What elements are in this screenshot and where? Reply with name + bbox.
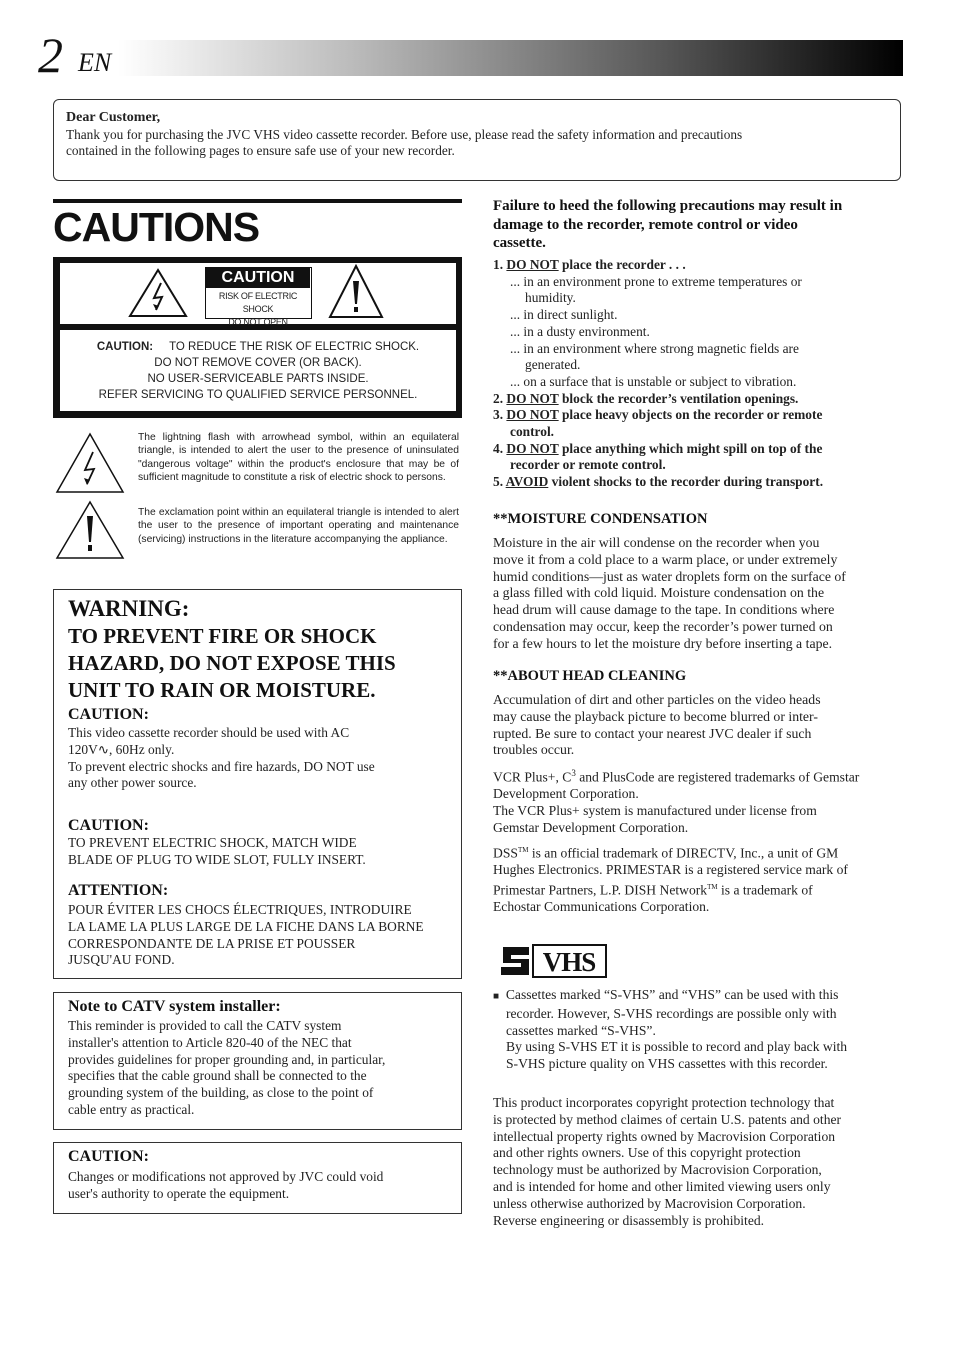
macrovision-line-1: This product incorporates copyright protection technology that: [493, 1095, 835, 1110]
head-cleaning-text: [493, 692, 905, 759]
warning-line-2: HAZARD, DO NOT EXPOSE THIS: [68, 651, 396, 675]
moisture-line-4: a glass filled with cold liquid. Moisture condensation on the: [493, 585, 825, 601]
vcr-plus-trademark: [493, 765, 905, 837]
dear-heading: Dear Customer,: [66, 110, 161, 125]
catv-text: [68, 1018, 453, 1119]
caution-label-heading: CAUTION: [206, 268, 310, 288]
moisture-line-6: condensation may occur, keep the recorder’s power turned on: [493, 618, 833, 634]
macrovision-line-4: and other rights owners. Use of this copyright protection: [493, 1145, 801, 1161]
caution-box-line-2: DO NOT REMOVE COVER (OR BACK).: [154, 357, 362, 369]
sub-item-5: ... on a surface that is unstable or subject to vibration.: [510, 373, 797, 389]
caution-label-sub: [206, 290, 310, 329]
warning-text: [68, 623, 396, 704]
macrovision-notice: [493, 1095, 905, 1229]
item-4-cont: recorder or remote control.: [510, 457, 666, 473]
attention-line-2: LA LAME LA PLUS LARGE DE LA FICHE DANS LA BORNE: [68, 918, 424, 934]
caution-ac-line-2: 120V∿, 60Hz only.: [68, 741, 175, 757]
title-rule: [53, 199, 462, 203]
dss-line-2: Hughes Electronics. PRIMESTAR is a registered service mark of: [493, 862, 848, 878]
svhs-line-4: By using S-VHS ET it is possible to record and play back with: [506, 1039, 848, 1055]
lightning-triangle-icon: [128, 268, 188, 318]
item-2-emphasis: DO NOT: [506, 390, 559, 406]
item-2-text: block the recorder’s ventilation openings.: [558, 390, 799, 406]
precaution-item-3: [493, 407, 905, 424]
item-3-cont: control.: [510, 424, 555, 440]
precaution-item-2: [493, 391, 905, 408]
dish-tm: TM: [707, 883, 718, 892]
dear-line-1: Thank you for purchasing the JVC VHS video cassette recorder. Before use, please read the safety information and precautions: [66, 126, 743, 142]
macrovision-line-8: Reverse engineering or disassembly is prohibited.: [493, 1212, 765, 1228]
moisture-line-3: humid conditions—just as water droplets form on the surface of: [493, 568, 846, 584]
vcr-plus-line-2: Development Corporation.: [493, 786, 639, 802]
item-5-text: violent shocks to the recorder during transport.: [548, 474, 824, 490]
caution-plug-line-1: TO PREVENT ELECTRIC SHOCK, MATCH WIDE: [68, 835, 357, 850]
moisture-line-2: move it from a cold place to a warm place, or under extremely: [493, 551, 838, 567]
item-3-emphasis: DO NOT: [506, 407, 559, 423]
page-number: 2: [38, 27, 63, 83]
lightning-symbol-icon: [55, 432, 125, 494]
c3-superscript: 3: [571, 768, 576, 778]
dss-tm: TM: [517, 846, 529, 854]
sub-item-1-cont: humidity.: [525, 290, 576, 306]
attention-line-3: CORRESPONDANTE DE LA PRISE ET POUSSER: [68, 935, 356, 951]
svhs-line-2: recorder. However, S-VHS recordings are possible only with: [506, 1005, 837, 1021]
dss-line-3-b: is a trademark of: [717, 882, 813, 898]
caution-label-sub-line-1: RISK OF ELECTRIC SHOCK: [218, 291, 298, 314]
lightning-explanation: The lightning flash with arrowhead symbol, within an equilateral triangle, is intended to alert the user to the presence of uninsulated "dangerous voltage" within the product's enclosure that may be of sufficient magnitude to constitute a risk of electric shock to persons.: [138, 432, 459, 483]
precaution-item-1: [493, 257, 905, 274]
dss-line-1-b: is an official trademark of DIRECTV, Inc., a unit of GM: [528, 845, 839, 861]
dss-line-1: [493, 842, 905, 862]
precautions-list: [493, 257, 905, 491]
dear-customer-box: [53, 99, 901, 181]
sub-item-1: ... in an environment prone to extreme temperatures or: [510, 273, 802, 289]
dss-line-3: [493, 879, 905, 899]
attention-line-4: JUSQU'AU FOND.: [68, 952, 175, 968]
item-4-emphasis: DO NOT: [506, 440, 559, 456]
moisture-line-7: for a few hours to let the moisture dry before inserting a tape.: [493, 635, 833, 651]
head-cleaning-line-1: Accumulation of dirt and other particles on the video heads: [493, 692, 821, 707]
caution-modification-heading: CAUTION:: [68, 1148, 149, 1165]
moisture-heading: **MOISTURE CONDENSATION: [493, 511, 708, 527]
attention-text: [68, 902, 453, 969]
catv-line-6: cable entry as practical.: [68, 1101, 195, 1117]
item-3-number: 3.: [493, 407, 504, 423]
item-3-text: place heavy objects on the recorder or remote: [558, 407, 823, 423]
dss-line-3-a: Primestar Partners, L.P. DISH Network: [493, 882, 708, 898]
caution-modification-text: [68, 1169, 453, 1203]
moisture-line-1: Moisture in the air will condense on the recorder when you: [493, 535, 820, 550]
item-4-text: place anything which might spill on top of the: [558, 440, 823, 456]
vcr-plus-line-1: [493, 765, 905, 786]
catv-line-4: specifies that the cable ground shall be connected to the: [68, 1068, 367, 1084]
moisture-text: [493, 535, 905, 653]
svhs-line-5: S-VHS picture quality on VHS cassettes with this recorder.: [506, 1056, 828, 1072]
dss-label: DSS: [493, 845, 518, 861]
precaution-item-4: [493, 441, 905, 458]
item-5-emphasis: AVOID: [505, 474, 549, 490]
caution-ac-line-1: This video cassette recorder should be used with AC: [68, 725, 350, 740]
caution-modification-line-2: user's authority to operate the equipment.: [68, 1185, 290, 1201]
catv-heading: Note to CATV system installer:: [68, 998, 281, 1015]
caution-plug-line-2: BLADE OF PLUG TO WIDE SLOT, FULLY INSERT.: [68, 851, 366, 867]
dss-trademark: [493, 842, 905, 916]
caution-box-lead: CAUTION:: [96, 341, 154, 353]
vcr-plus-line-1-a: VCR Plus+, C: [493, 769, 572, 785]
exclamation-symbol-icon: [55, 500, 125, 560]
sub-item-2: ... in direct sunlight.: [510, 307, 618, 323]
item-1-number: 1.: [493, 257, 504, 272]
bullet-square-icon: ■: [493, 991, 500, 1002]
attention-heading: ATTENTION:: [68, 882, 169, 899]
caution-box-line-1: TO REDUCE THE RISK OF ELECTRIC SHOCK.: [169, 341, 420, 353]
precaution-item-5: [493, 474, 905, 491]
dss-line-4: Echostar Communications Corporation.: [493, 899, 710, 915]
page-title: CAUTIONS: [53, 204, 260, 250]
catv-line-2: installer's attention to Article 820-40 of the NEC that: [68, 1034, 352, 1050]
caution-plug-heading: CAUTION:: [68, 817, 149, 834]
item-2-number: 2.: [493, 390, 504, 406]
caution-modification-line-1: Changes or modifications not approved by JVC could void: [68, 1169, 384, 1184]
macrovision-line-2: is protected by method claimes of certain U.S. patents and other: [493, 1111, 842, 1127]
sub-item-4-cont: generated.: [525, 357, 581, 373]
catv-line-5: grounding system of the building, as close to the point of: [68, 1085, 374, 1101]
item-1-text: place the recorder . . .: [558, 257, 686, 272]
macrovision-line-3: intellectual property rights owned by Macrovision Corporation: [493, 1128, 836, 1144]
precautions-heading-line-3: cassette.: [493, 235, 546, 251]
caution-label-sub-line-2: DO NOT OPEN: [228, 317, 288, 327]
sub-item-3: ... in a dusty environment.: [510, 323, 650, 339]
catv-line-1: This reminder is provided to call the CATV system: [68, 1018, 342, 1033]
warning-line-3: UNIT TO RAIN OR MOISTURE.: [68, 678, 376, 702]
dear-line-2: contained in the following pages to ensure safe use of your new recorder.: [66, 143, 455, 158]
macrovision-line-7: unless otherwise authorized by Macrovision Corporation.: [493, 1195, 806, 1211]
vcr-plus-line-3: The VCR Plus+ system is manufactured under license from: [493, 803, 817, 819]
svg-text:VHS: VHS: [542, 947, 596, 977]
caution-ac-line-3: To prevent electric shocks and fire hazards, DO NOT use: [68, 758, 375, 774]
caution-ac-heading: CAUTION:: [68, 706, 149, 723]
item-4-number: 4.: [493, 440, 504, 456]
svhs-line-3: cassettes marked “S-VHS”.: [506, 1022, 656, 1038]
vcr-plus-line-4: Gemstar Development Corporation.: [493, 819, 689, 835]
svhs-line-1: [493, 987, 908, 1006]
attention-line-1: POUR ÉVITER LES CHOCS ÉLECTRIQUES, INTRODUIRE: [68, 902, 412, 917]
exclamation-triangle-icon: [328, 264, 384, 319]
head-cleaning-line-2: may cause the playback picture to become blurred or inter-: [493, 708, 818, 724]
precautions-heading-line-2: damage to the recorder, remote control or video: [493, 216, 798, 233]
warning-line-1: TO PREVENT FIRE OR SHOCK: [68, 624, 377, 648]
sub-item-4: ... in an environment where strong magnetic fields are: [510, 340, 799, 356]
moisture-line-5: head drum will cause damage to the tape. In conditions where: [493, 602, 835, 618]
precautions-heading-line-1: Failure to heed the following precautions may result in: [493, 198, 843, 214]
caution-box-line-4: REFER SERVICING TO QUALIFIED SERVICE PERSONNEL.: [98, 389, 418, 401]
catv-line-3: provides guidelines for proper grounding and, in particular,: [68, 1051, 386, 1067]
caution-box-text: [60, 330, 456, 411]
exclamation-explanation: The exclamation point within an equilateral triangle is intended to alert the user to the presence of important operating and maintenance (servicing) instructions in the literature accompanying the appliance.: [138, 507, 459, 545]
warning-heading: WARNING:: [68, 596, 190, 621]
head-cleaning-heading: **ABOUT HEAD CLEANING: [493, 668, 687, 684]
svhs-logo: [497, 941, 608, 979]
caution-box-line-3: NO USER-SERVICEABLE PARTS INSIDE.: [147, 373, 369, 385]
vcr-plus-line-1-b: and PlusCode are registered trademarks of Gemstar: [575, 769, 860, 785]
head-cleaning-line-4: troubles occur.: [493, 742, 575, 758]
header-gradient-bar: [118, 40, 903, 76]
head-cleaning-line-3: rupted. Be sure to contact your nearest JVC dealer if such: [493, 725, 812, 741]
page-language: EN: [78, 48, 112, 77]
precautions-heading: [493, 197, 905, 253]
item-5-number: 5.: [493, 474, 504, 490]
item-1-emphasis: DO NOT: [506, 257, 559, 272]
caution-ac-line-4: any other power source.: [68, 775, 197, 791]
svhs-line-1-text: Cassettes marked “S-VHS” and “VHS” can be used with this: [505, 987, 839, 1002]
macrovision-line-6: and is intended for home and other limited viewing users only: [493, 1178, 831, 1194]
macrovision-line-5: technology must be authorized by Macrovision Corporation,: [493, 1162, 822, 1178]
caution-ac-text: [68, 725, 453, 792]
caution-plug-text: [68, 835, 453, 869]
svhs-text: [493, 987, 908, 1073]
